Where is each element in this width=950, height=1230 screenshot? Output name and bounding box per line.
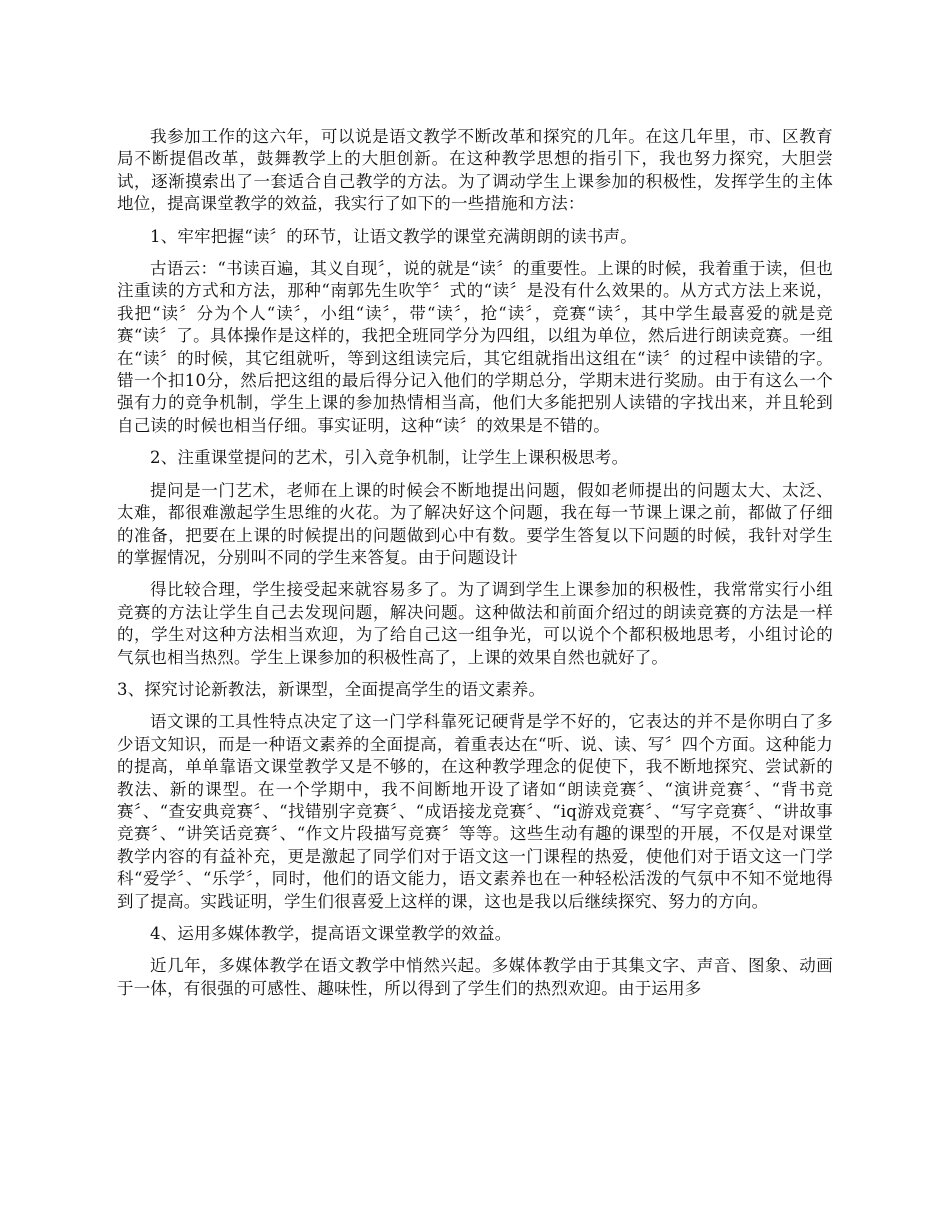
section-heading-3: 3、探究讨论新教法，新课型，全面提高学生的语文素养。 <box>117 679 546 699</box>
intro-paragraph: 我参加工作的这六年，可以说是语文教学不断改革和探究的几年。在这几年里，市、区教育局不断提倡改革，鼓舞教学上的大胆创新。在这种教学思想的指引下，我也努力探究，大胆尝试，逐渐摸索出了一套适合自己教学的方法。为了调动学生上课参加的积极性，发挥学生的主体地位，提高课堂教学的效益，我实行了如下的一些措施和方法： <box>117 127 833 214</box>
body-paragraph-questioning: 提问是一门艺术，老师在上课的时候会不断地提出问题，假如老师提出的问题太大、太泛、太难，都很难激起学生思维的火花。为了解决好这个问题，我在每一节课上课之前，都做了仔细的准备，把要在上课的时候提出的问题做到心中有数。要学生答复以下问题的时候，我针对学生的掌握情况，分别叫不同的学生来答复。由于问题设计 <box>117 480 833 567</box>
section-heading-2: 2、注重课堂提问的艺术，引入竞争机制，让学生上课积极思考。 <box>150 448 629 468</box>
body-paragraph-group-competition: 得比较合理，学生接受起来就容易多了。为了调到学生上课参加的积极性，我常常实行小组竞赛的方法让学生自己去发现问题，解决问题。这种做法和前面介绍过的朗读竞赛的方法是一样的，学生对这种方法相当欢迎，为了给自己这一组争光，可以说个个都积极地思考，小组讨论的气氛也相当热烈。学生上课参加的积极性高了，上课的效果自然也就好了。 <box>117 580 833 667</box>
body-paragraph-new-methods: 语文课的工具性特点决定了这一门学科靠死记硬背是学不好的，它表达的并不是你明白了多少语文知识，而是一种语文素养的全面提高，着重表达在“听、说、读、写〞四个方面。这种能力的提高，单单靠语文课堂教学又是不够的，在这种教学理念的促使下，我不断地探究、尝试新的教法、新的课型。在一个学期中，我不间断地开设了诸如“朗读竞赛〞、“演讲竞赛〞、“背书竞赛〞、“查安典竞赛〞、“找错别字竞赛〞、“成语接龙竞赛〞、“iq游戏竞赛〞、“写字竞赛〞、“讲故事竞赛〞、“讲笑话竞赛〞、“作文片段描写竞赛〞等等。这些生动有趣的课型的开展，不仅是对课堂教学内容的有益补充，更是激起了同学们对于语文这一门课程的热爱，使他们对于语文这一门学科“爱学〞、“乐学〞，同时，他们的语文能力，语文素养也在一种轻松活泼的气氛中不知不觉地得到了提高。实践证明，学生们很喜爱上这样的课，这也是我以后继续探究、努力的方向。 <box>117 712 833 911</box>
section-heading-1: 1、牢牢把握“读〞的环节，让语文教学的课堂充满朗朗的读书声。 <box>150 226 637 246</box>
document-body <box>117 126 833 1000</box>
body-paragraph-multimedia: 近几年，多媒体教学在语文教学中悄然兴起。多媒体教学由于其集文字、声音、图象、动画于一体，有很强的可感性、趣味性，所以得到了学生们的热烈欢迎。由于运用多 <box>117 956 833 998</box>
body-paragraph-reading: 古语云：“书读百遍，其义自现〞，说的就是“读〞的重要性。上课的时候，我着重于读，但也注重读的方式和方法，那种“南郭先生吹竽〞式的“读〞是没有什么效果的。从方式方法上来说，我把“读〞分为个人“读〞，小组“读〞，带“读〞，抢“读〞，竞赛“读〞，其中学生最喜爱的就是竞赛“读〞了。具体操作是这样的，我把全班同学分为四组，以组为单位，然后进行朗读竞赛。一组在“读〞的时候，其它组就听，等到这组读完后，其它组就指出这组在“读〞的过程中读错的字。错一个扣10分，然后把这组的最后得分记入他们的学期总分，学期末进行奖励。由于有这么一个强有力的竞争机制，学生上课的参加热情相当高，他们大多能把别人读错的字找出来，并且轮到自己读的时候也相当仔细。事实证明，这种“读〞的效果是不错的。 <box>117 259 833 435</box>
section-heading-4: 4、运用多媒体教学，提高语文课堂教学的效益。 <box>150 924 512 943</box>
